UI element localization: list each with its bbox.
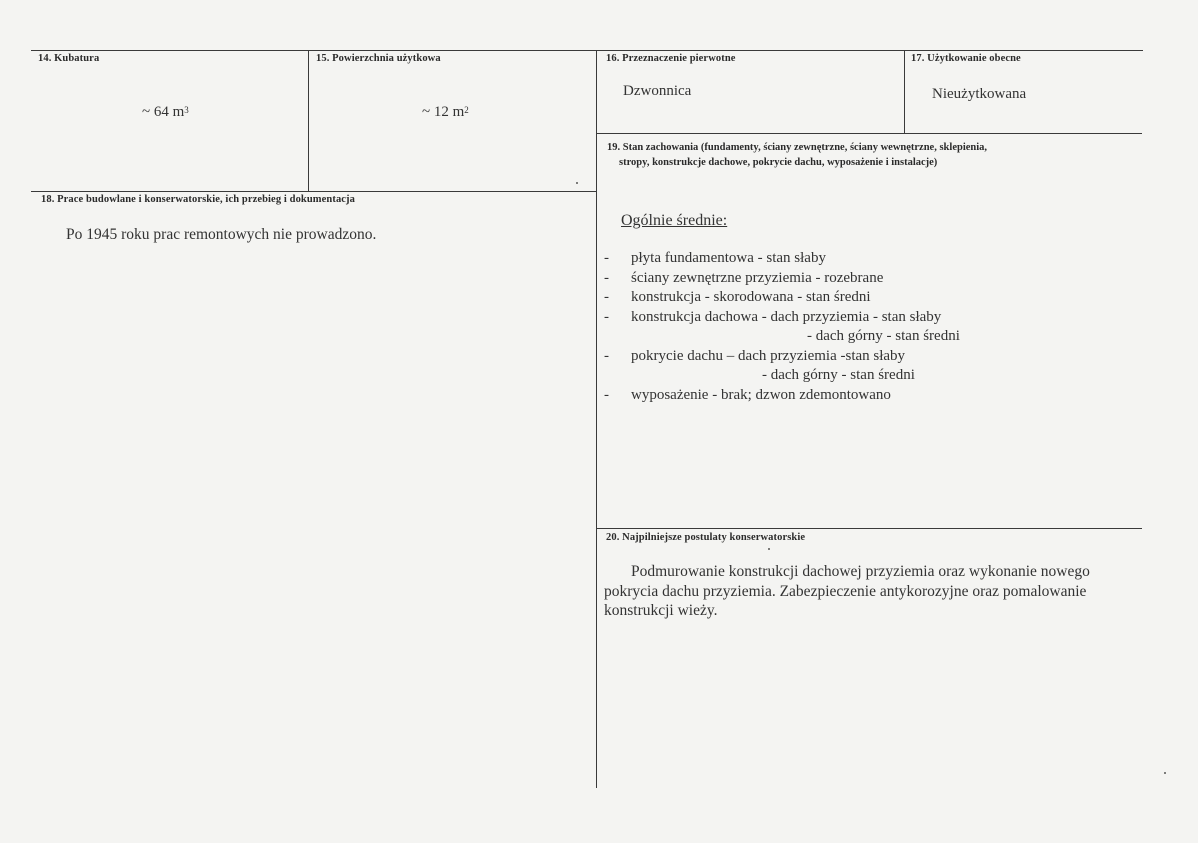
field-14-exponent: 3: [184, 105, 189, 115]
field-14-value-text: ~ 64 m: [142, 104, 185, 120]
divider-14-15-bottom: [31, 191, 596, 192]
field-18-label: 18. Prace budowlane i konserwatorskie, ich przebieg i dokumentacja: [41, 194, 356, 205]
condition-list: [604, 249, 960, 405]
field-16-value: Dzwonnica: [623, 83, 692, 99]
field-14-value: [142, 104, 189, 121]
list-item: [604, 386, 960, 406]
field-15-value: [422, 104, 469, 121]
list-item-text: konstrukcja - skorodowana - stan średni: [631, 289, 871, 305]
field-20-text: Podmurowanie konstrukcji dachowej przyziemia oraz wykonanie nowego pokrycia dachu przyziemia. Zabezpieczenie antykorozyjne oraz pomalowanie konstrukcji wieży.: [604, 563, 1090, 619]
field-14-label: 14. Kubatura: [38, 53, 100, 64]
list-item: [604, 249, 960, 269]
divider-14-15: [308, 50, 309, 191]
list-item-text: konstrukcja dachowa - dach przyziemia - stan słaby: [631, 308, 942, 325]
field-17-value: Nieużytkowana: [932, 86, 1027, 102]
list-item-text: ściany zewnętrzne przyziemia - rozebrane: [631, 269, 884, 286]
list-item: [604, 308, 960, 328]
scan-speck: [768, 548, 770, 550]
field-19-label-line1: 19. Stan zachowania (fundamenty, ściany zewnętrzne, ściany wewnętrzne, sklepienia,: [607, 142, 988, 153]
list-item-text: - dach górny - stan średni: [807, 328, 960, 344]
field-19-label: [607, 140, 1107, 170]
scan-speck: [576, 182, 578, 184]
list-dash: -: [604, 289, 609, 305]
list-dash: -: [604, 250, 609, 266]
list-item: [604, 269, 960, 289]
list-dash: [604, 366, 762, 386]
list-item-text: - dach górny - stan średni: [762, 367, 915, 383]
list-dash: -: [604, 347, 609, 364]
field-16-label: 16. Przeznaczenie pierwotne: [606, 53, 736, 64]
list-item-text: wyposażenie - brak; dzwon zdemontowano: [631, 386, 891, 403]
field-15-label: 15. Powierzchnia użytkowa: [316, 53, 441, 64]
divider-19-20: [596, 528, 1142, 529]
list-item: [604, 347, 960, 367]
list-item-continuation: [604, 327, 960, 347]
list-item-continuation: [604, 366, 960, 386]
list-dash: -: [604, 308, 609, 325]
list-item: [604, 288, 960, 308]
scan-speck: [1164, 772, 1166, 774]
field-18-text: Po 1945 roku prac remontowych nie prowadzono.: [66, 226, 377, 243]
list-dash: -: [604, 386, 609, 403]
list-item-text: płyta fundamentowa - stan słaby: [631, 250, 826, 266]
field-15-value-text: ~ 12 m: [422, 104, 465, 120]
list-dash: -: [604, 269, 609, 286]
field-17-label: 17. Użytkowanie obecne: [911, 53, 1021, 64]
list-item-text: pokrycie dachu – dach przyziemia -stan słaby: [631, 347, 906, 364]
divider-16-17: [904, 50, 905, 133]
field-15-exponent: 2: [464, 105, 469, 115]
list-dash: [604, 327, 807, 347]
field-19-label-line2: stropy, konstrukcje dachowe, pokrycie dachu, wyposażenie i instalacje): [619, 157, 938, 168]
divider-16-17-bottom: [596, 133, 1142, 134]
field-20-label: 20. Najpilniejsze postulaty konserwatorskie: [606, 532, 806, 543]
divider-left-right: [596, 50, 597, 788]
top-border: [31, 50, 1143, 51]
field-19-heading: Ogólnie średnie:: [621, 212, 728, 229]
